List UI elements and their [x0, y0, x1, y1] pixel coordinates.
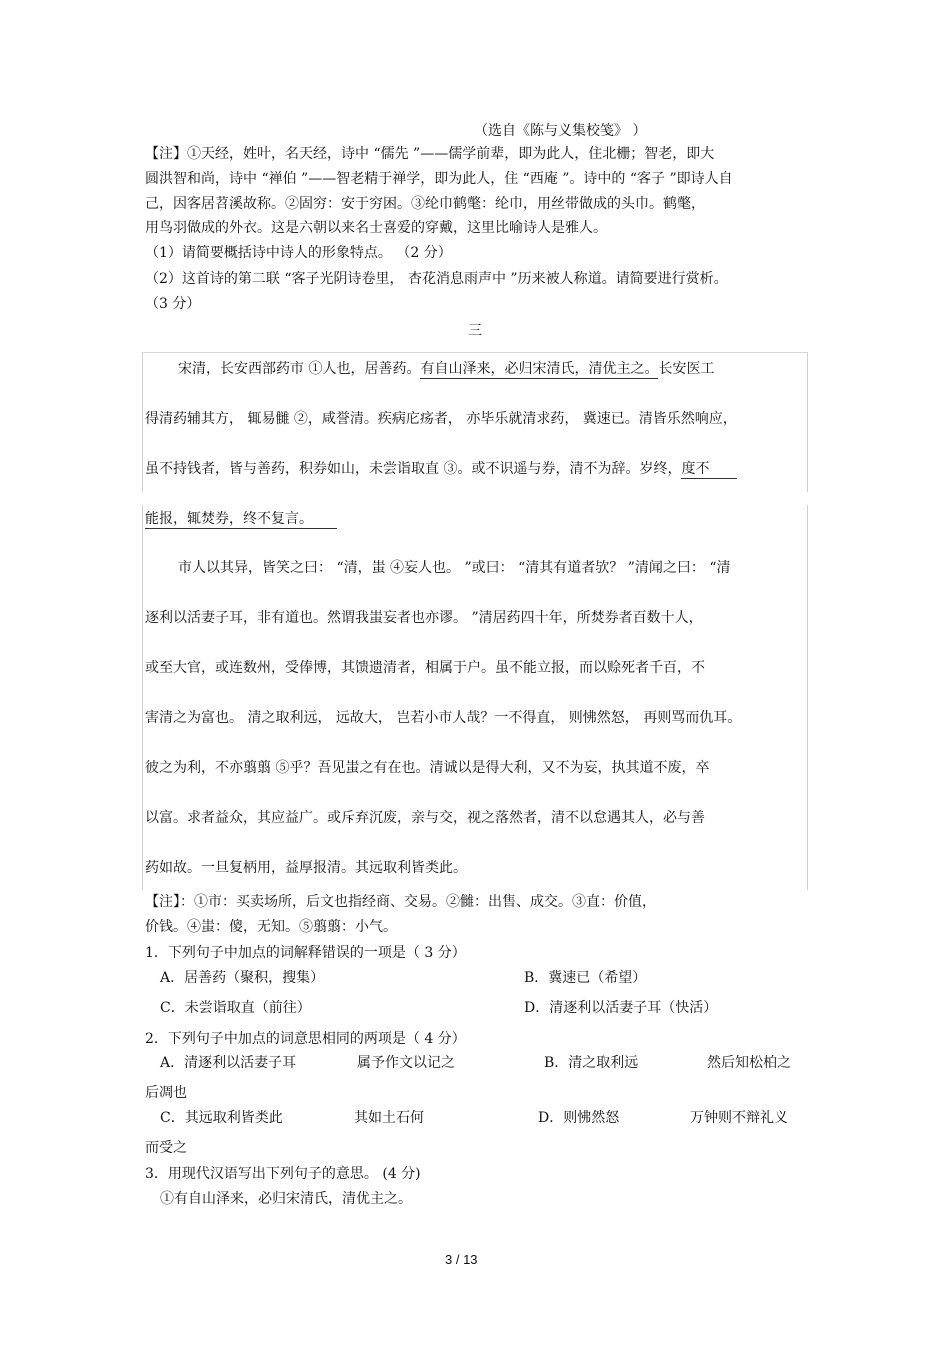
q3-item-1: ①有自山泽来，必归宋清氏，清优主之。 [160, 1191, 412, 1207]
underlined-sentence: 度不 [681, 461, 737, 479]
passage-line-5: 市人以其异，皆笑之曰： “清，蚩 ④妄人也。 ”或曰： “清其有道者欤？ ”清闻之曰： “清 [178, 560, 731, 576]
poem-question-1: （1）请简要概括诗中诗人的形象特点。 （2 分） [145, 245, 452, 261]
poem-note-line: 圆洪智和尚，诗中 “禅伯 ”——智老精于禅学，即为此人，住 “西庵 ”。诗中的 “客子 ”即诗人自 [145, 171, 733, 187]
question-2-stem: 2．下列句子中加点的词意思相同的两项是（ 4 分） [145, 1031, 466, 1047]
passage-top-rule [142, 352, 807, 353]
question-3-stem: 3．用现代汉语写出下列句子的意思。 (4 分) [145, 1166, 421, 1182]
q2-option-d-part2: 万钟则不辩礼义 [690, 1110, 788, 1126]
passage-line-3 [145, 459, 737, 479]
poem-note-line: 用鸟羽做成的外衣。这是六朝以来名士喜爱的穿戴，这里比喻诗人是雅人。 [145, 220, 607, 236]
q2-option-a-part2: 属予作文以记之 [357, 1055, 455, 1071]
poem-note-line: 【注】①天经，姓叶，名天经，诗中 “儒先 ”——儒学前辈，即为此人，住北栅；智老，即大 [145, 146, 715, 162]
passage-line-10: 以富。求者益众，其应益广。或斥弃沉废，亲与交，视之落然者，清不以怠遇其人，必与善 [145, 810, 705, 826]
passage-line-8: 害清之为富也。 清之取利远， 远故大， 岂若小市人哉？一不得直， 则怫然怒， 再则骂而仇耳。 [145, 710, 742, 726]
passage-text: 宋清，长安西部药市 ①人也，居善药。 [178, 361, 421, 377]
question-1-stem: 1．下列句子中加点的词解释错误的一项是（ 3 分） [145, 945, 466, 961]
q2-option-d-part1: D．则怫然怒 [538, 1110, 620, 1126]
passage-note-line: 价钱。④蚩：傻，无知。⑤翦翦：小气。 [145, 919, 397, 935]
passage-line-6: 逐利以活妻子耳，非有道也。然谓我蚩妄者也亦谬。 ”清居药四十年，所焚券者百数十人， [145, 610, 703, 626]
q2-option-c-part2: 其如土石何 [354, 1110, 424, 1126]
underlined-sentence: 能报，辄焚券，终不复言。 [145, 511, 337, 529]
q2-option-a-part1: A．清逐利以活妻子耳 [160, 1055, 297, 1071]
q2-option-b-continued: 后凋也 [145, 1085, 187, 1101]
passage-line-2: 得清药辅其方， 辄易雠 ②，咸誉清。疾病庀疡者， 亦毕乐就清求药， 冀速已。清皆乐然响应， [145, 411, 737, 427]
q2-option-b-part2: 然后知松柏之 [707, 1055, 791, 1071]
passage-line-1 [178, 359, 714, 379]
q1-option-c: C．未尝诣取直（前往） [160, 1000, 311, 1016]
poem-question-2: （2）这首诗的第二联 “客子光阴诗卷里， 杏花消息雨声中 ”历来被人称道。请简要进行赏析。 [145, 271, 728, 287]
q2-option-b-part1: B．清之取利远 [544, 1055, 639, 1071]
passage-note-line: 【注】：①市：买卖场所，后文也指经商、交易。②雠：出售、成交。③直：价值， [145, 894, 656, 910]
passage-line-9: 彼之为利，不亦翦翦 ⑤乎？吾见蚩之有在也。清诚以是得大利，又不为妄，执其道不废，卒 [145, 760, 710, 776]
q1-option-a: A．居善药（聚积，搜集） [160, 970, 325, 986]
underlined-sentence: 有自山泽来，必归宋清氏，清优主之。 [420, 361, 659, 377]
page-number: 3 / 13 [445, 1252, 478, 1267]
passage-line-4 [145, 509, 337, 529]
passage-line-7: 或至大官，或连数州，受俸博，其馈遗清者，相属于户。虽不能立报，而以赊死者千百，不 [145, 660, 705, 676]
poem-source: （选自《陈与义集校笺》 ） [474, 123, 647, 139]
passage-text: 虽不持钱者，皆与善药，积券如山，未尝诣取直 ③。或不识遥与券，清不为辞。岁终， [145, 461, 682, 477]
q2-option-c-part1: C．其远取利皆类此 [160, 1110, 283, 1126]
passage-line-11: 药如故。一旦复柄用，益厚报清。其远取利皆类此。 [145, 860, 467, 876]
poem-question-2-score: （3 分） [145, 296, 201, 312]
q1-option-d: D．清逐利以活妻子耳（快活） [524, 1000, 718, 1016]
q2-option-d-continued: 而受之 [145, 1140, 187, 1156]
q1-option-b: B．冀速已（希望） [524, 970, 647, 986]
poem-note-line: 己，因客居苕溪故称。②固穷：安于穷困。③纶巾鹤氅：纶巾，用丝带做成的头巾。鹤氅， [145, 196, 705, 212]
passage-text: 长安医工 [658, 361, 715, 377]
section-title: 三 [468, 323, 482, 339]
